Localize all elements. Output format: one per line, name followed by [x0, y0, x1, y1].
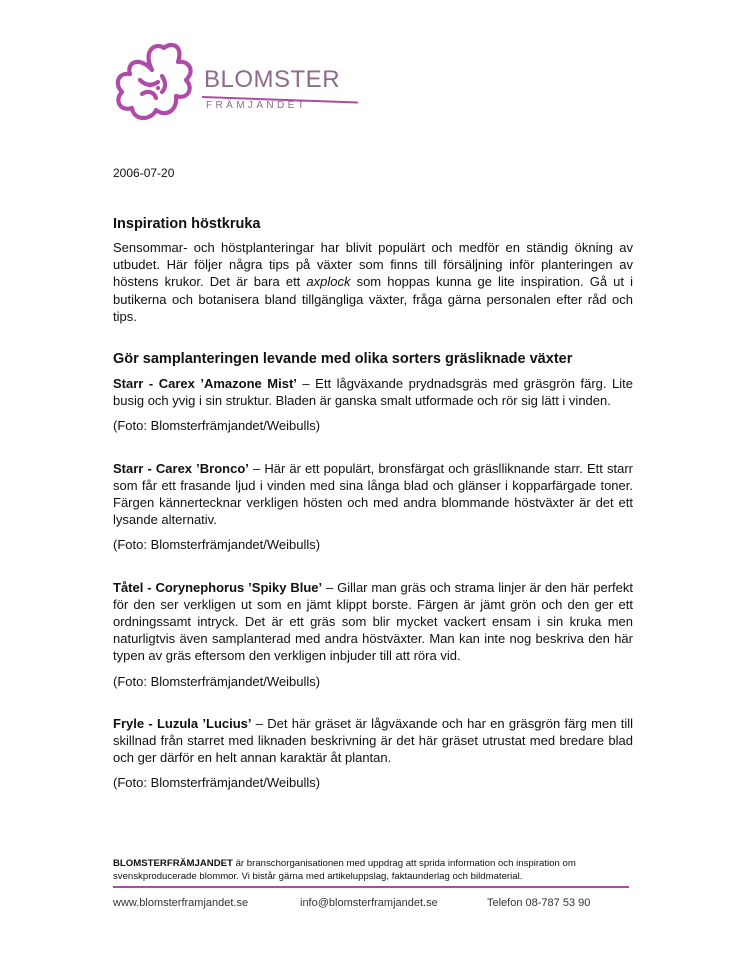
- photo-credit: (Foto: Blomsterfrämjandet/Weibulls): [113, 537, 321, 553]
- photo-credit: (Foto: Blomsterfrämjandet/Weibulls): [113, 673, 321, 689]
- footer-org-name: BLOMSTERFRÄMJANDET: [113, 858, 233, 869]
- intro-paragraph: Sensommar- och höstplanteringar har blivit populärt och medför en ständig ökning av utbudet. Här följer några tips på växter som finns till försäljning inför planteringen av höstens krukor. Det är bara ett axplock som hoppas kunna ge lite inspiration. Gå ut i butikerna och botanisera bland tillgängliga växter, fråga gärna personalen efter råd och tips.: [113, 240, 633, 324]
- plant-entry: [113, 460, 633, 554]
- plant-entry: [113, 715, 633, 792]
- logo-wordmark: BLOMSTER: [204, 66, 341, 93]
- article-title: Inspiration höstkruka: [113, 216, 261, 232]
- plant-name: Starr - Carex ’Amazone Mist’: [113, 376, 297, 392]
- footer-website-link[interactable]: www.blomsterframjandet.se: [113, 897, 249, 909]
- footer-divider: [113, 886, 629, 888]
- article-body: [113, 216, 633, 817]
- logo: [112, 40, 372, 130]
- plant-name: Starr - Carex ’Bronco’: [113, 460, 249, 476]
- plant-description: Fryle - Luzula ’Lucius’ – Det här gräset är lågväxande och har en gräsgrön färg men till skillnad från starret med liknaden beskrivning är det här gräset utrustat med bredare blad och ger därför en helt annan karaktär åt plantan.: [113, 715, 633, 766]
- photo-credit: (Foto: Blomsterfrämjandet/Weibulls): [113, 775, 321, 791]
- footer-phone: Telefon 08-787 53 90: [487, 897, 591, 909]
- document-date: 2006-07-20: [113, 166, 175, 180]
- plant-description: Tåtel - Corynephorus ’Spiky Blue’ – Gillar man gräs och strama linjer är den här perfekt för den ser verkligen ut som en jämt klippt borste. Färgen är jämt grön och den ger ett ordningssamt intryck. Det är ett gräs som blir mycket vackert ensam i sin kruka men naturligtvis även samplanterad med andra höstväxter. Man kan inte nog beskriva den här typen av gräs eftersom den verkligen inbjuder till att röra vid.: [113, 579, 633, 664]
- plant-entry: [113, 579, 633, 690]
- photo-credit: (Foto: Blomsterfrämjandet/Weibulls): [113, 418, 321, 434]
- emphasis-text: axplock: [306, 274, 351, 290]
- plant-name: Fryle - Luzula ’Lucius’: [113, 715, 252, 731]
- plant-name: Tåtel - Corynephorus ’Spiky Blue’: [113, 579, 323, 595]
- logo-subtitle: FRÄMJANDET: [206, 100, 308, 111]
- footer-about: BLOMSTERFRÄMJANDET är branschorganisationen med uppdrag att sprida information och inspiration om svenskproducerade blommor. Vi bistår gärna med artikeluppslag, faktaunderlag och bildmaterial.: [113, 858, 576, 882]
- plant-description: Starr - Carex ’Bronco’ – Här är ett populärt, bronsfärgat och gräslliknande starr. Ett starr som får ett frasande ljud i vinden med sina långa blad och glänser i kopparfärgade toner. Färgen kännertecknar verkligen hösten och med andra blommande höstväxter är det ett lysande alternativ.: [113, 460, 633, 528]
- plant-entry: [113, 375, 633, 435]
- section-title: Gör samplanteringen levande med olika sorters gräsliknade växter: [113, 351, 573, 368]
- plant-description: Starr - Carex ’Amazone Mist’ – Ett lågväxande prydnadsgräs med gräsgrön färg. Lite busig och yvig i sin struktur. Bladen är ganska smalt utformade och rör sig lätt i vinden.: [113, 376, 634, 409]
- flower-icon: [112, 40, 198, 130]
- footer-email-link[interactable]: info@blomsterframjandet.se: [300, 897, 438, 909]
